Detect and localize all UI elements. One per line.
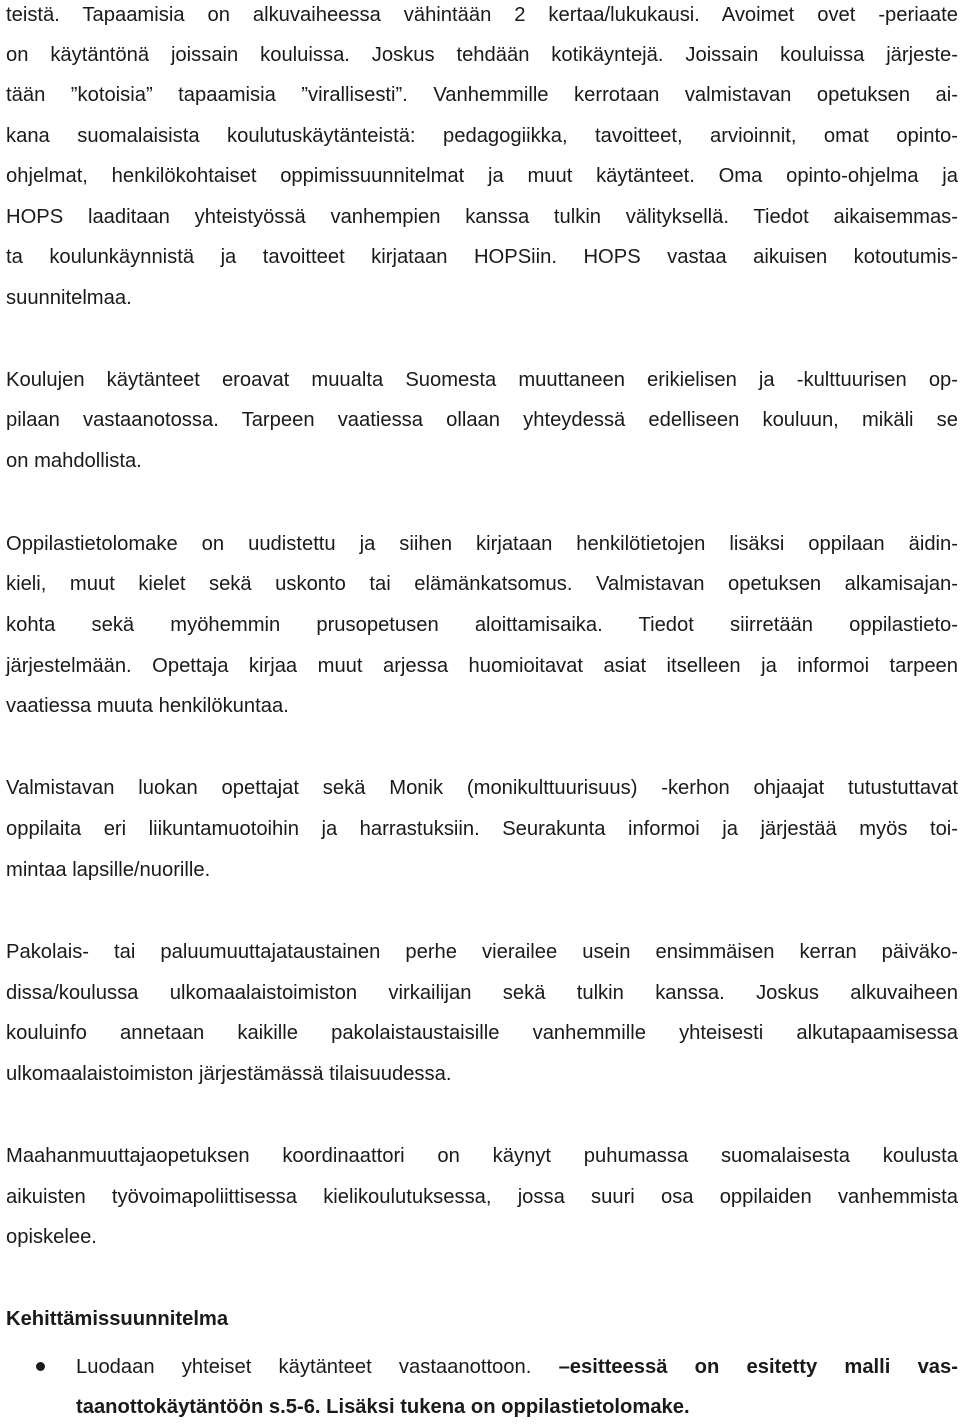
- text-line: Pakolais- tai paluumuuttajataustainen perhe vierailee usein ensimmäisen kerran päiväko-: [6, 941, 958, 963]
- bullet-text-bold: –esitteessä on esitetty malli vas-: [558, 1356, 958, 1378]
- text-line: mintaa lapsille/nuorille.: [6, 859, 211, 881]
- text-line: Oppilastietolomake on uudistettu ja siihen kirjataan henkilötietojen lisäksi oppilaan äidin-: [6, 533, 958, 555]
- text-line: teistä. Tapaamisia on alkuvaiheessa vähintään 2 kertaa/lukukausi. Avoimet ovet -periaate: [6, 4, 958, 26]
- text-line: Maahanmuuttajaopetuksen koordinaattori on käynyt puhumassa suomalaisesta koulusta: [6, 1145, 958, 1167]
- text-line: on mahdollista.: [6, 450, 142, 472]
- bullet-text-line: taanottokäytäntöön s.5-6. Lisäksi tukena on oppilastietolomake.: [76, 1396, 690, 1418]
- text-line: opiskelee.: [6, 1226, 97, 1248]
- text-line: ulkomaalaistoimiston järjestämässä tilaisuudessa.: [6, 1063, 452, 1085]
- section-heading: Kehittämissuunnitelma: [6, 1308, 229, 1330]
- text-line: tään ”kotoisia” tapaamisia ”virallisesti”. Vanhemmille kerrotaan valmistavan opetuksen ai-: [6, 84, 958, 106]
- bullet-text-normal: Luodaan yhteiset käytänteet vastaanottoon.: [76, 1356, 559, 1378]
- text-line: vaatiessa muuta henkilökuntaa.: [6, 695, 289, 717]
- text-line: aikuisten työvoimapoliittisessa kielikoulutuksessa, jossa suuri osa oppilaiden vanhemmista: [6, 1186, 958, 1208]
- text-line: kouluinfo annetaan kaikille pakolaistaustaisille vanhemmille yhteisesti alkutapaamisessa: [6, 1022, 958, 1044]
- text-line: kohta sekä myöhemmin prusopetusen aloittamisaika. Tiedot siirretään oppilastieto-: [6, 614, 958, 636]
- text-line: kieli, muut kielet sekä uskonto tai elämänkatsomus. Valmistavan opetuksen alkamisajan-: [6, 573, 958, 595]
- text-line: suunnitelmaa.: [6, 287, 132, 309]
- bullet-icon: [36, 1362, 45, 1371]
- text-line: ta koulunkäynnistä ja tavoitteet kirjataan HOPSiin. HOPS vastaa aikuisen kotoutumis-: [6, 246, 958, 268]
- text-line: dissa/koulussa ulkomaalaistoimiston virkailijan sekä tulkin kanssa. Joskus alkuvaiheen: [6, 982, 958, 1004]
- text-line: Koulujen käytänteet eroavat muualta Suomesta muuttaneen erikielisen ja -kulttuurisen op-: [6, 369, 958, 391]
- text-line: oppilaita eri liikuntamuotoihin ja harrastuksiin. Seurakunta informoi ja järjestää myös toi-: [6, 818, 958, 840]
- bullet-text-line: [76, 1352, 958, 1382]
- text-line: ohjelmat, henkilökohtaiset oppimissuunnitelmat ja muut käytänteet. Oma opinto-ohjelma ja: [6, 165, 958, 187]
- text-line: kana suomalaisista koulutuskäytänteistä: pedagogiikka, tavoitteet, arvioinnit, omat opinto-: [6, 125, 958, 147]
- text-line: HOPS laaditaan yhteistyössä vanhempien kanssa tulkin välityksellä. Tiedot aikaisemmas-: [6, 206, 958, 228]
- text-line: Valmistavan luokan opettajat sekä Monik (monikulttuurisuus) -kerhon ohjaajat tutustuttavat: [6, 777, 958, 799]
- text-line: on käytäntönä joissain kouluissa. Joskus tehdään kotikäyntejä. Joissain kouluissa järjeste-: [6, 44, 958, 66]
- text-line: järjestelmään. Opettaja kirjaa muut arjessa huomioitavat asiat itselleen ja informoi tarpeen: [6, 655, 958, 677]
- text-line: pilaan vastaanotossa. Tarpeen vaatiessa ollaan yhteydessä edelliseen kouluun, mikäli se: [6, 409, 958, 431]
